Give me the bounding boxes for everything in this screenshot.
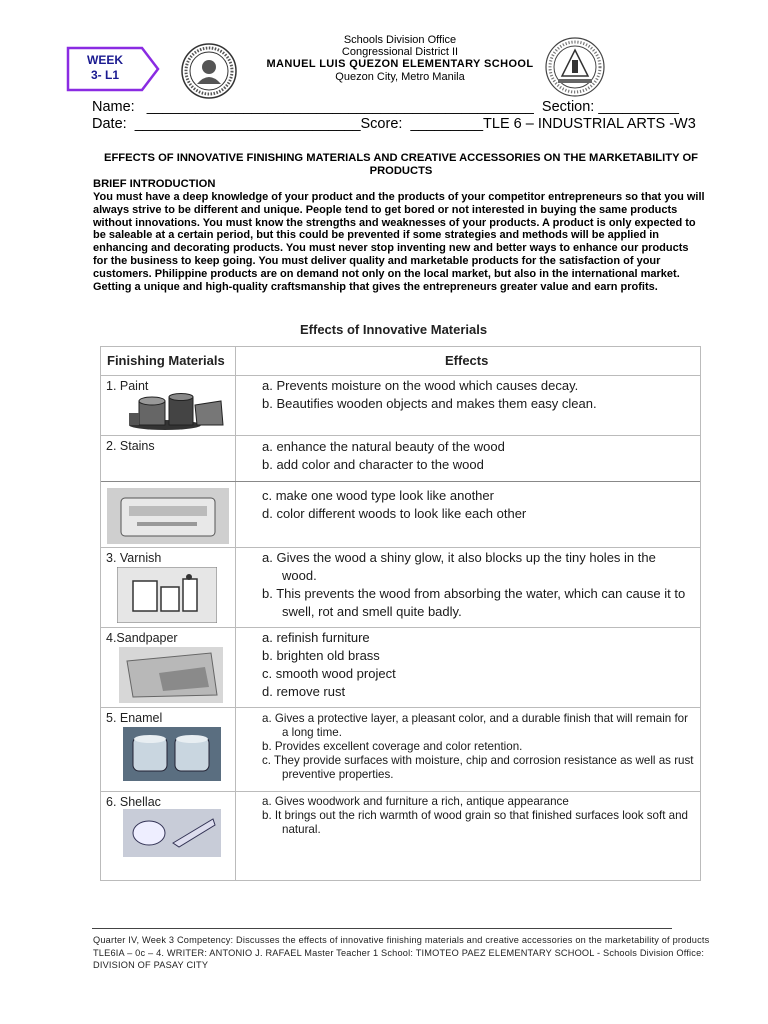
row-rule xyxy=(101,435,700,436)
material-paint: 1. Paint xyxy=(106,379,149,393)
header-school: MANUEL LUIS QUEZON ELEMENTARY SCHOOL xyxy=(266,58,534,70)
effect-item: a. Prevents moisture on the wood which causes decay. xyxy=(262,378,579,393)
header-district: Congressional District II xyxy=(341,46,459,58)
material-varnish: 3. Varnish xyxy=(106,551,162,565)
name-section-line: Name: ________________________________________________ Section: __________ xyxy=(92,99,679,115)
footer-divider xyxy=(92,928,672,929)
date-score-line: Date: ____________________________Score: _________TLE 6 – INDUSTRIAL ARTS -W3 xyxy=(92,116,696,132)
row-rule xyxy=(101,547,700,548)
header-materials: Finishing Materials xyxy=(107,353,225,368)
material-enamel: 5. Enamel xyxy=(106,711,163,725)
effect-item: a. Gives the wood a shiny glow, it also blocks up the tiny holes in the wood. xyxy=(262,550,656,583)
effect-item: a. Gives woodwork and furniture a rich, antique appearance xyxy=(262,795,569,808)
effects-sandpaper xyxy=(262,629,694,701)
effect-item: b. Provides excellent coverage and color retention. xyxy=(262,740,523,753)
row-rule xyxy=(101,707,700,708)
header-office: Schools Division Office xyxy=(343,34,457,46)
intro-body: You must have a deep knowledge of your product and the products of your competitor entrepreneurs so that you will always strive to be different and unique. People tend to get bored or not interested in buying the same products without innovations. You must know the strengths and weaknesses of your products. A product is only expected to be saleable at a certain period, but this could be prevented if some strategies and methods will be applied in enhancing and decorating products. You must never stop inventing new and better ways to enhance our products for the business to keep going. You must deliver quality and marketable products for the satisfaction of your customers. Philippine products are on demand not only on the local market, but also in the international market. Getting a unique and high-quality craftsmanship that gives the entrepreneurs greater value and earn profits. xyxy=(93,191,705,293)
wood-stain-can-image xyxy=(107,488,229,544)
intro-heading: BRIEF INTRODUCTION xyxy=(93,178,216,190)
effect-item: a. enhance the natural beauty of the wood xyxy=(262,439,505,454)
header-rule xyxy=(101,375,700,376)
effects-stains-continued xyxy=(262,487,694,523)
effects-shellac xyxy=(262,795,694,837)
effect-item: b. Beautifies wooden objects and makes them easy clean. xyxy=(262,396,597,411)
effects-enamel xyxy=(262,712,694,782)
effect-item: b. add color and character to the wood xyxy=(262,457,484,472)
enamel-cans-image xyxy=(123,727,221,781)
effect-item: c. They provide surfaces with moisture, chip and corrosion resistance as well as rust preventive properties. xyxy=(262,754,694,781)
table-title: Effects of Innovative Materials xyxy=(300,322,488,337)
effect-item: b. This prevents the wood from absorbing the water, which can cause it to swell, rot and smell quite badly. xyxy=(262,586,686,619)
header-effects: Effects xyxy=(445,353,489,368)
effects-table xyxy=(100,346,701,881)
effect-item: b. brighten old brass xyxy=(262,648,380,663)
header-city: Quezon City, Metro Manila xyxy=(335,71,465,83)
material-shellac: 6. Shellac xyxy=(106,795,161,809)
effect-item: b. It brings out the rich warmth of wood grain so that finished surfaces look soft and natural. xyxy=(262,809,688,836)
lesson-label: 3- L1 xyxy=(90,68,119,82)
effects-paint xyxy=(262,377,694,413)
row-rule xyxy=(101,481,700,482)
effect-item: a. Gives a protective layer, a pleasant color, and a durable finish that will remain for a long time. xyxy=(262,712,688,739)
page-title: EFFECTS OF INNOVATIVE FINISHING MATERIALS AND CREATIVE ACCESSORIES ON THE MARKETABILITY OF PRODUCTS xyxy=(104,152,698,177)
paint-cans-image xyxy=(125,391,235,431)
effect-item: d. remove rust xyxy=(262,684,346,699)
material-stains: 2. Stains xyxy=(106,439,155,453)
footer-note: Quarter IV, Week 3 Competency: Discusses the effects of innovative finishing materials and creative accessories on the marketability of products TLE6IA – 0c – 4. WRITER: ANTONIO J. RAFAEL Master Teacher 1 School: TIMOTEO PAEZ ELEMENTARY SCHOOL - Schools Division Office: DIVISION OF PASAY CITY xyxy=(93,935,710,970)
effect-item: d. color different woods to look like each other xyxy=(262,506,527,521)
week-badge-text xyxy=(70,53,140,83)
effect-item: c. smooth wood project xyxy=(262,666,396,681)
sandpaper-image xyxy=(119,647,223,703)
effects-stains xyxy=(262,438,694,474)
effect-item: a. refinish furniture xyxy=(262,630,370,645)
row-rule xyxy=(101,627,700,628)
shellac-image xyxy=(123,809,221,857)
effects-varnish xyxy=(262,549,694,621)
varnish-cans-image xyxy=(117,567,217,623)
row-rule xyxy=(101,791,700,792)
material-sandpaper: 4.Sandpaper xyxy=(106,631,178,645)
column-divider xyxy=(235,347,236,880)
effect-item: c. make one wood type look like another xyxy=(262,488,494,503)
week-label: WEEK xyxy=(87,53,123,67)
